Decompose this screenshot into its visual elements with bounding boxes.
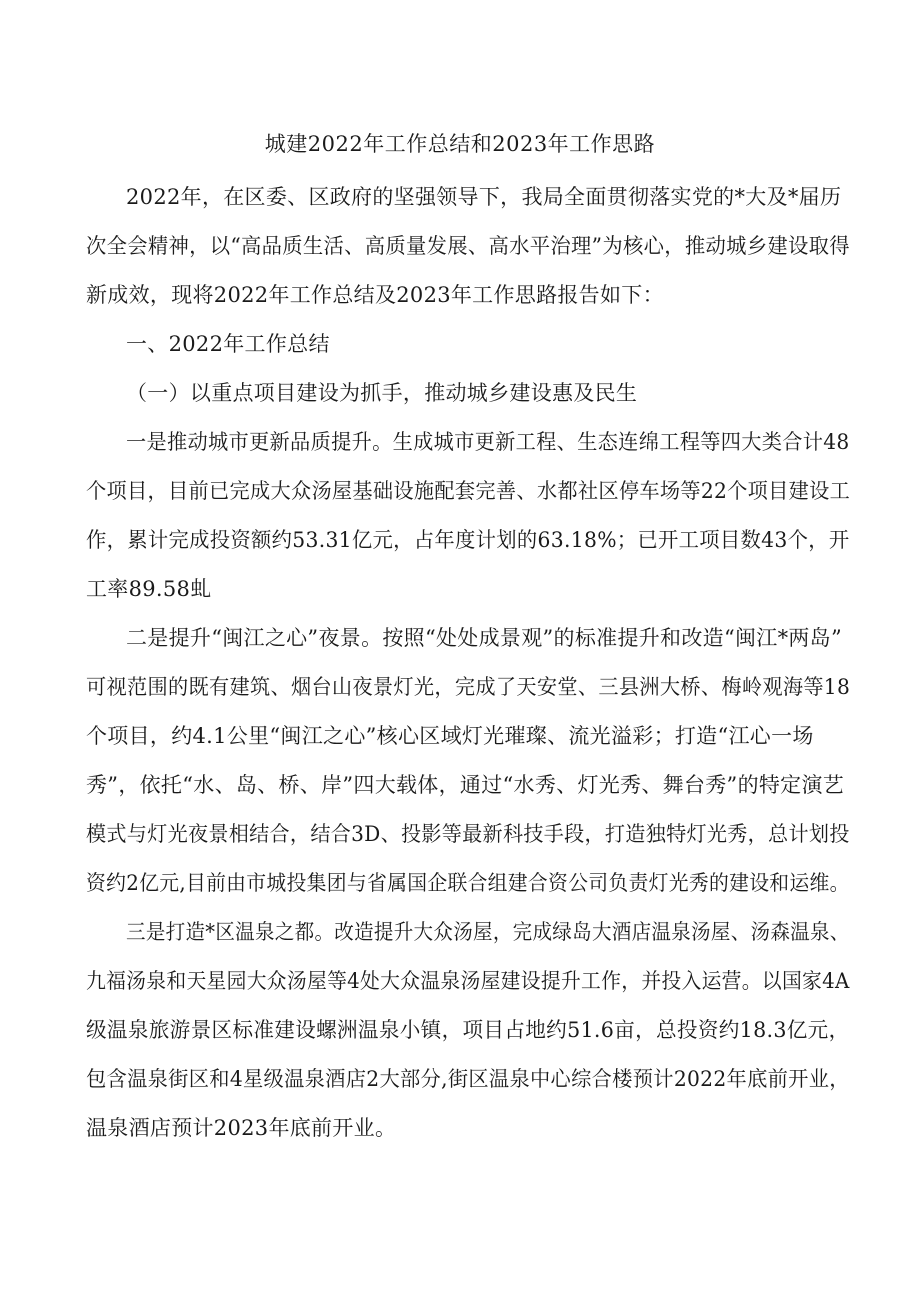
paragraph-line: 二是提升“闽江之心”夜景。按照“处处成景观”的标准提升和改造“闽江*两岛” [126, 626, 843, 650]
paragraph-line: 温泉酒店预计2023年底前开业。 [86, 1116, 397, 1140]
section-heading: 一、2022年工作总结 [126, 332, 330, 356]
document-title: 城建2022年工作总结和2023年工作思路 [264, 132, 656, 156]
subsection-heading: （一）以重点项目建设为抓手，推动城乡建设惠及民生 [126, 381, 638, 405]
paragraph-line: 秀”，依托“水、岛、桥、岸”四大载体，通过“水秀、灯光秀、舞台秀”的特定演艺 [86, 773, 845, 797]
paragraph-line: 级温泉旅游景区标准建设螺洲温泉小镇，项目占地约51.6亩，总投资约18.3亿元， [86, 1018, 850, 1042]
paragraph-line: 作，累计完成投资额约53.31亿元，占年度计划的63.18%；已开工项目数43个，开 [86, 528, 850, 552]
paragraph-line: 一是推动城市更新品质提升。生成城市更新工程、生态连绵工程等四大类合计48 [126, 430, 850, 454]
paragraph-line: 次全会精神，以“高品质生活、高质量发展、高水平治理”为核心，推动城乡建设取得 [86, 234, 850, 258]
paragraph-line: 可视范围的既有建筑、烟台山夜景灯光，完成了天安堂、三县洲大桥、梅岭观海等18 [86, 675, 851, 699]
paragraph-line: 三是打造*区温泉之都。改造提升大众汤屋，完成绿岛大酒店温泉汤屋、汤森温泉、 [126, 920, 850, 944]
paragraph-line: 模式与灯光夜景相结合，结合3D、投影等最新科技手段，打造独特灯光秀，总计划投 [86, 822, 850, 846]
paragraph-line: 工率89.58虬 [86, 577, 212, 601]
paragraph-line: 2022年，在区委、区政府的坚强领导下，我局全面贯彻落实党的*大及*届历 [126, 185, 842, 209]
paragraph-line: 个项目，目前已完成大众汤屋基础设施配套完善、水都社区停车场等22个项目建设工 [86, 479, 851, 503]
paragraph-line: 资约2亿元,目前由市城投集团与省属国企联合组建合资公司负责灯光秀的建设和运维。 [86, 871, 850, 895]
paragraph-line: 个项目，约4.1公里“闽江之心”核心区域灯光璀璨、流光溢彩；打造“江心一场 [86, 724, 814, 748]
paragraph-line: 九福汤泉和天星园大众汤屋等4处大众温泉汤屋建设提升工作，并投入运营。以国家4A [86, 969, 850, 993]
paragraph-line: 包含温泉街区和4星级温泉酒店2大部分,街区温泉中心综合楼预计2022年底前开业， [86, 1067, 850, 1091]
paragraph-line: 新成效，现将2022年工作总结及2023年工作思路报告如下： [86, 283, 664, 307]
